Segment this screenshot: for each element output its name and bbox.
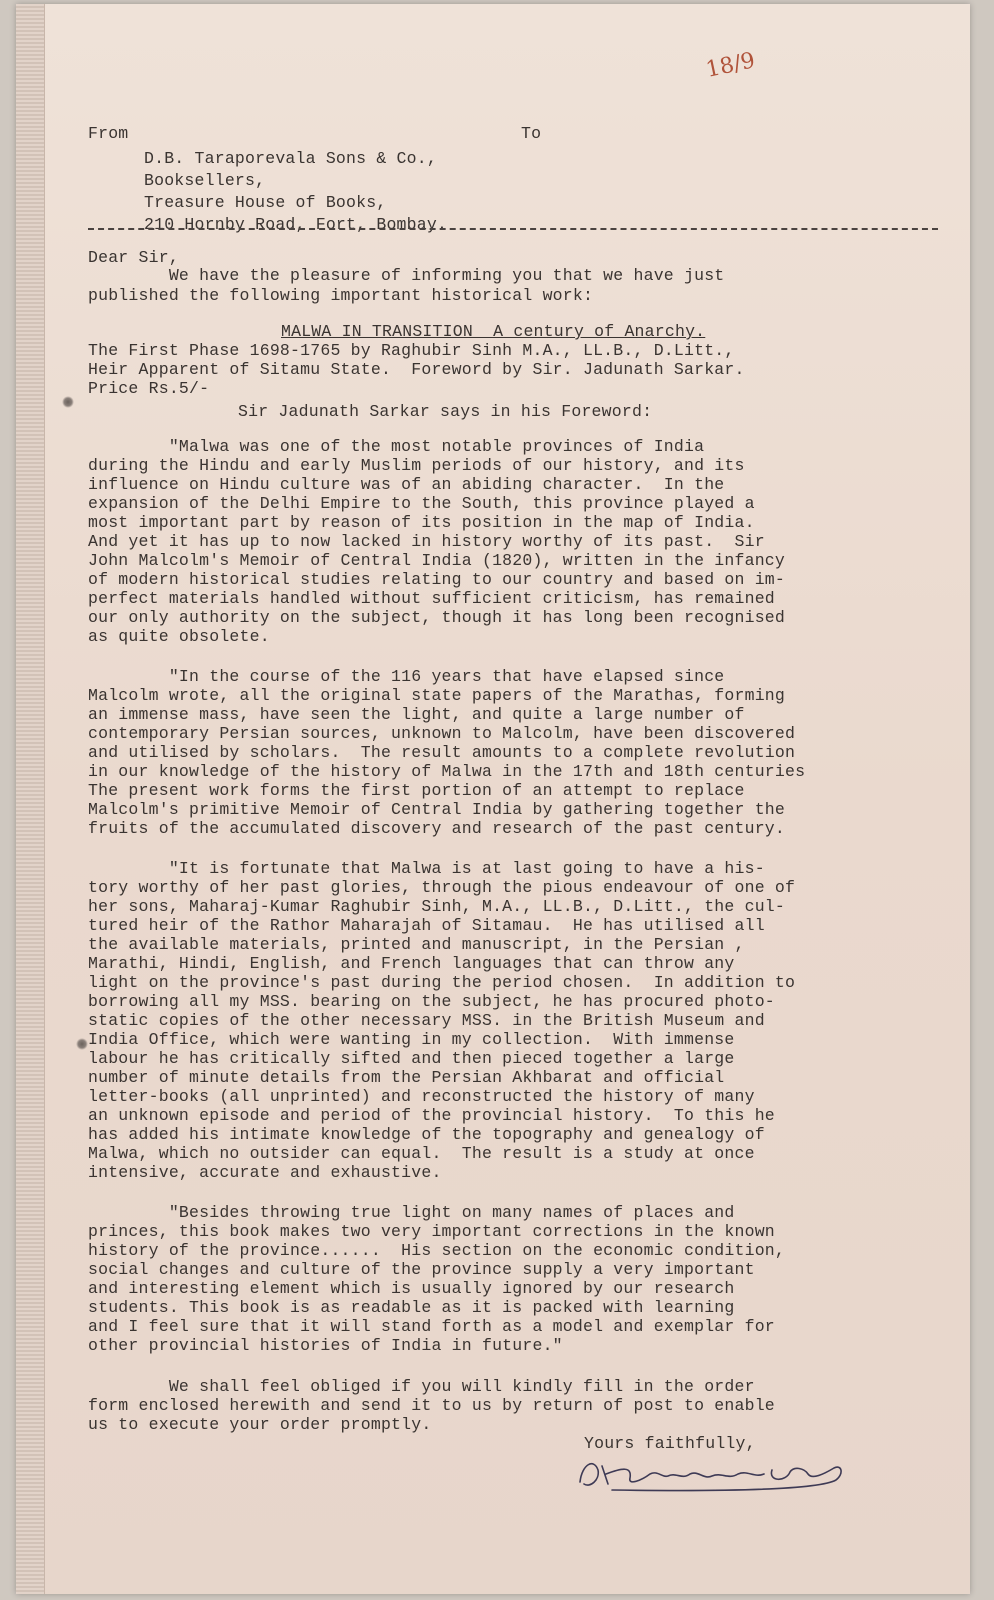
punch-hole: [76, 1038, 88, 1050]
closing-paragraph: We shall feel obliged if you will kindly fill in the order form enclosed herewith and send it to us by return of post to enable us to execute your order promptly.: [88, 1377, 775, 1434]
folded-margin: [16, 4, 45, 1594]
punch-hole: [62, 396, 74, 408]
foreword-paragraph: "It is fortunate that Malwa is at last going to have a his- tory worthy of her past glories, through the pious endeavour of one of her sons, Maharaj-Kumar Raghubir Sinh, M.A., LL.B., D.Litt., the cul- tured heir of the Rathor Maharajah of Sitamau. He has utilised all the available materials, printed and manuscript, in the Persian , Marathi, Hindi, English, and French languages that can throw any light on the province's past during the period chosen. In addition to borrowing all my MSS. bearing on the subject, he has procured photo- static copies of the other necessary MSS. in the British Museum and India Office, which were wanting in my collection. With immense labour he has critically sifted and then pieced together a large number of minute details from the Persian Akhbarat and official letter-books (all unprinted) and reconstructed the history of many an unknown episode and period of the provincial history. To this he has added his intimate knowledge of the topography and genealogy of Malwa, which no outsider can equal. The result is a study at once intensive, accurate and exhaustive.: [88, 859, 796, 1182]
from-label: From: [88, 124, 129, 143]
letter-page: [16, 4, 970, 1594]
handwritten-signature: [572, 1444, 852, 1504]
book-title: MALWA IN TRANSITION A century of Anarchy.: [281, 322, 706, 341]
foreword-paragraph: "Malwa was one of the most notable provinces of India during the Hindu and early Muslim periods of our history, and its influence on Hindu culture was of an abiding character. In the expansion of the Delhi Empire to the South, this province played a most important part by reason of its position in the map of India. And yet it has up to now lacked in history worthy of its past. Sir John Malcolm's Memoir of Central India (1820), written in the infancy of modern historical studies relating to our country and based on im- perfect materials handled without sufficient criticism, has remained our only authority on the subject, though it has long been recognised as quite obsolete.: [88, 437, 786, 646]
greeting: Dear Sir,: [88, 248, 179, 267]
pencil-annotation: 18/9: [703, 48, 758, 83]
dashed-divider: [88, 228, 938, 230]
to-label: To: [521, 124, 542, 143]
foreword-paragraph: "In the course of the 116 years that have elapsed since Malcolm wrote, all the original state papers of the Marathas, forming an immense mass, have seen the light, and quite a large number of contemporary Persian sources, unknown to Malcolm, have been discovered and utilised by scholars. The result amounts to a complete revolution in our knowledge of the history of Malwa in the 17th and 18th centuries The present work forms the first portion of an attempt to replace Malcolm's primitive Memoir of Central India by gathering together the fruits of the accumulated discovery and research of the past century.: [88, 667, 806, 838]
book-details: The First Phase 1698-1765 by Raghubir Sinh M.A., LL.B., D.Litt., Heir Apparent of Sitamu State. Foreword by Sir. Jadunath Sarkar. Price Rs.5/-: [88, 341, 745, 398]
foreword-intro: Sir Jadunath Sarkar says in his Foreword:: [238, 402, 653, 421]
sender-address: D.B. Taraporevala Sons & Co., Booksellers, Treasure House of Books, 210 Hornby Road, Fort, Bombay.: [144, 149, 448, 234]
intro-paragraph: We have the pleasure of informing you that we have just published the following important historical work:: [88, 266, 725, 305]
foreword-paragraph: "Besides throwing true light on many names of places and princes, this book makes two very important corrections in the known history of the province...... His section on the economic condition, social changes and culture of the province supply a very important and interesting element which is usually ignored by our research students. This book is as readable as it is packed with learning and I feel sure that it will stand forth as a model and exemplar for other provincial histories of India in future.": [88, 1203, 786, 1355]
signoff: Yours faithfully,: [584, 1434, 756, 1453]
